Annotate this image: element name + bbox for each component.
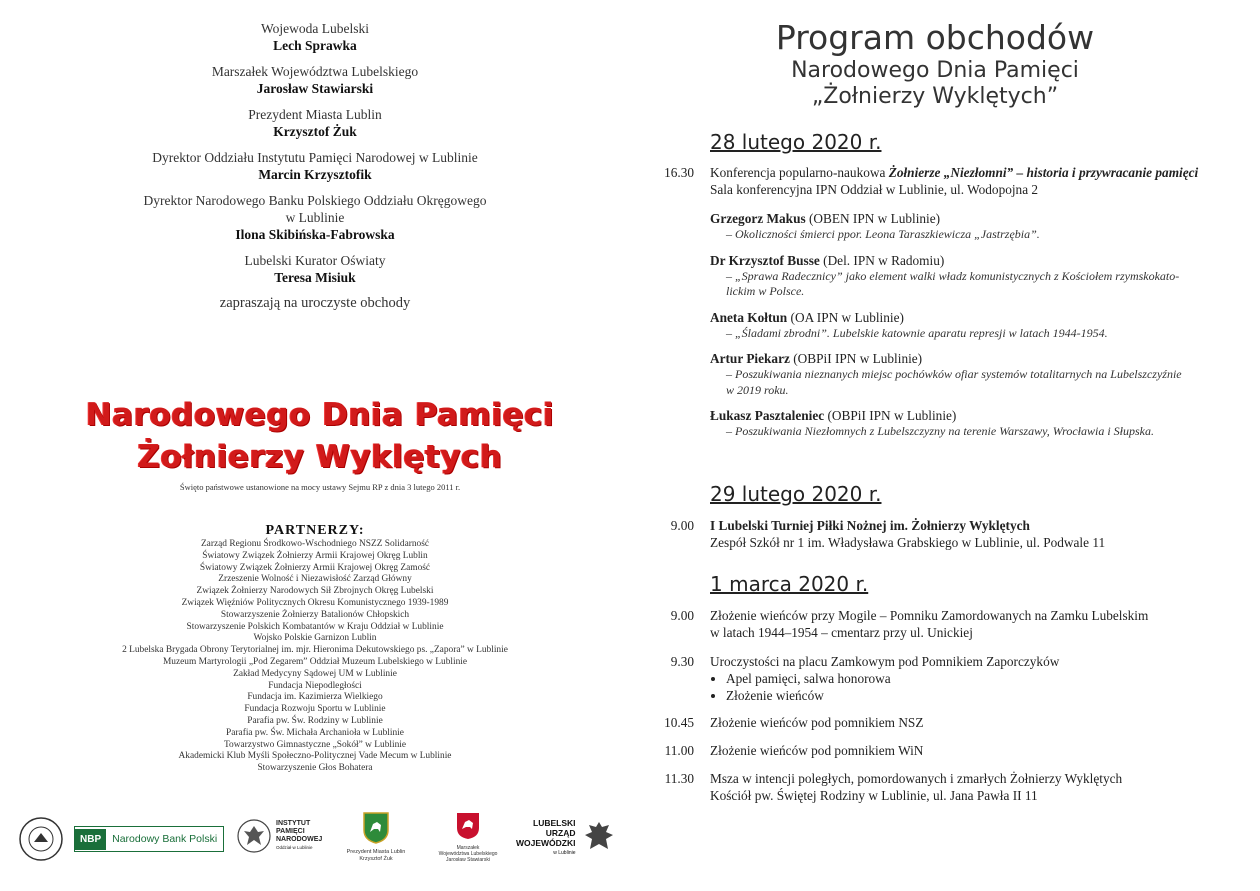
partner-item: Akademicki Klub Myśli Społeczno-Politycznej Vade Mecum w Lublinie [178, 751, 452, 762]
partner-item: 2 Lubelska Brygada Obrony Terytorialnej im. mjr. Hieronima Dekutowskiego ps. „Zapora” w Lublinie [122, 645, 508, 656]
marszalek-line: Marszałek [456, 845, 480, 851]
speaker-org: (OBPiI IPN w Lublinie) [824, 408, 957, 423]
event-body [710, 770, 1250, 804]
host-name: Jarosław Stawiarski [256, 81, 374, 96]
marszalek-line: Jarosław Stawiarski [446, 857, 490, 863]
event-title-line-1: Narodowego Dnia Pamięci [85, 397, 555, 433]
event-item [640, 714, 1250, 731]
host-3 [90, 106, 540, 140]
partner-item: Zakład Medycyny Sądowej UM w Lublinie [233, 668, 397, 679]
event-time: 16.30 [664, 165, 694, 180]
host-role: Marszałek Województwa Lubelskiego [211, 64, 419, 79]
event-body [710, 607, 1250, 641]
partner-item: Światowy Związek Żołnierzy Armii Krajowej Okręg Zamość [199, 562, 431, 573]
speaker-item [710, 407, 1250, 440]
speaker-name: Grzegorz Makus [710, 211, 806, 226]
event-body [710, 742, 1250, 759]
date-heading-3: 1 marca 2020 r. [710, 572, 869, 596]
event-title: I Lubelski Turniej Piłki Nożnej im. Żołnierzy Wyklętych [710, 518, 1030, 533]
host-5 [90, 192, 540, 243]
ipn-text [276, 820, 322, 852]
urzad-sub: w Lublinie [553, 850, 576, 856]
ipn-line: NARODOWEJ [276, 836, 323, 843]
host-2 [90, 63, 540, 97]
partner-item: Stowarzyszenie Polskich Kombatantów w Kraju Oddział w Lublinie [186, 621, 444, 632]
nbp-logo [74, 826, 224, 852]
speaker-name: Dr Krzysztof Busse [710, 252, 820, 268]
host-1 [90, 20, 540, 54]
host-role: Dyrektor Oddziału Instytutu Pamięci Narodowej w Lublinie [152, 150, 478, 165]
event-prefix: Konferencja popularno-naukowa [710, 165, 889, 180]
event-body [710, 714, 1250, 731]
speaker-org: (OA IPN w Lublinie) [787, 309, 904, 325]
speaker-item [710, 350, 1250, 398]
speaker-line [710, 210, 1250, 227]
event-body [710, 517, 1250, 551]
event-time: 11.00 [664, 743, 694, 758]
host-6 [90, 252, 540, 286]
bullet-item: • Złożenie wieńców [726, 687, 1250, 704]
host-name: Marcin Krzysztofik [258, 167, 372, 182]
event-body [710, 164, 1250, 198]
event-line: Złożenie wieńców pod pomnikiem NSZ [710, 715, 924, 730]
talk-title: – Okoliczności śmierci ppor. Leona Taraszkiewicza „Jastrzębia”. [726, 227, 1040, 241]
lublin-crest-icon [363, 812, 389, 844]
prezydent-logo [336, 812, 416, 863]
urzad-line: URZĄD [545, 828, 576, 838]
event-line: Złożenie wieńców pod pomnikiem WiN [710, 743, 924, 758]
nbp-name: Narodowy Bank Polski [112, 833, 218, 845]
event-line: Msza w intencji poległych, pomordowanych i zmarłych Żołnierzy Wyklętych [710, 771, 1123, 786]
speaker-item [710, 309, 1250, 342]
marszalek-caption [426, 845, 510, 863]
partners-section [20, 503, 610, 775]
partner-item: Parafia pw. Św. Michała Archanioła w Lublinie [226, 727, 404, 738]
event-line [710, 164, 1250, 181]
polish-eagle-icon [582, 819, 616, 857]
kuratorium-logo [18, 816, 64, 862]
lubelskie-crest-icon [456, 812, 480, 840]
event-item [640, 607, 1250, 641]
program-title [640, 18, 1230, 110]
partner-item: Wojsko Polskie Garnizon Lublin [253, 633, 377, 644]
marszalek-line: Województwa Lubelskiego [438, 851, 498, 857]
speaker-line [710, 309, 1250, 326]
event-time: 10.45 [664, 715, 694, 730]
program-page [640, 0, 1260, 891]
speaker-org: (Del. IPN w Radomiu) [819, 252, 945, 268]
conference-title: Żołnierze „Niezłomni” – historia i przywracanie pamięci [888, 165, 1199, 180]
ipn-logo [236, 818, 322, 854]
prezydent-caption [336, 849, 416, 863]
host-name: Krzysztof Żuk [273, 124, 357, 139]
kuratorium-seal-icon [18, 816, 64, 862]
inviting-text: zapraszają na uroczyste obchody [219, 295, 411, 311]
holiday-note: Święto państwowe ustanowione na mocy ustawy Sejmu RP z dnia 3 lutego 2011 r. [179, 482, 461, 492]
host-role: Prezydent Miasta Lublin [248, 107, 382, 122]
speakers-list [710, 210, 1250, 440]
speaker-line [710, 252, 1250, 269]
event-body [710, 653, 1250, 704]
event-bullets [710, 670, 1250, 704]
partner-item: Związek Więźniów Politycznych Okresu Komunistycznego 1939-1989 [181, 597, 449, 608]
host-4 [90, 149, 540, 183]
host-name: Lech Sprawka [273, 38, 357, 53]
speaker-name: Artur Piekarz [710, 351, 790, 366]
partners-heading: PARTNERZY: [265, 523, 365, 538]
marszalek-logo [426, 812, 510, 863]
event-line: Złożenie wieńców przy Mogile – Pomniku Zamordowanych na Zamku Lubelskim [710, 608, 1149, 623]
talk-title: – „Śladami zbrodni”. Lubelskie katownie aparatu represji w latach 1944-1954. [726, 325, 1108, 340]
ipn-sub: Oddział w Lublinie [276, 845, 313, 850]
speaker-item [710, 210, 1250, 243]
host-role: Lubelski Kurator Oświaty [244, 253, 386, 268]
talk-title-cont: lickim w Polsce. [726, 284, 805, 298]
talk-title: – „Sprawa Radecznicy” jako element walki władz komunistycznych z Kościołem rzymskokato- [726, 268, 1180, 283]
partner-item: Światowy Związek Żołnierzy Armii Krajowej Okręg Lublin [202, 550, 428, 561]
partner-item: Fundacja Niepodległości [268, 680, 362, 691]
partner-item: Związek Żołnierzy Narodowych Sił Zbrojnych Okręg Lubelski [196, 586, 434, 597]
event-line: Kościół pw. Świętej Rodziny w Lublinie, ul. Jana Pawła II 11 [710, 788, 1038, 803]
urzad-logo [516, 818, 616, 858]
urzad-line: WOJEWÓDZKI [516, 838, 576, 848]
prezydent-line: Krzysztof Żuk [359, 856, 393, 862]
ipn-line: INSTYTUT [276, 820, 311, 827]
date-heading-2: 29 lutego 2020 r. [710, 482, 882, 506]
event-line: w latach 1944–1954 – cmentarz przy ul. Unickiej [710, 625, 973, 640]
event-item [640, 653, 1250, 704]
speaker-org: (OBPiI IPN w Lublinie) [789, 351, 923, 366]
speaker-line [710, 407, 1250, 424]
partner-item: Fundacja im. Kazimierza Wielkiego [247, 692, 383, 703]
event-time: 9.00 [670, 518, 694, 533]
partner-item: Stowarzyszenie Głos Bohatera [257, 763, 373, 774]
speaker-org: (OBEN IPN w Lublinie) [805, 211, 941, 226]
partner-item: Zrzeszenie Wolność i Niezawisłość Zarząd Główny [218, 574, 412, 585]
event-item [640, 742, 1250, 759]
event-location: Zespół Szkół nr 1 im. Władysława Grabskiego w Lublinie, ul. Podwale 11 [710, 535, 1106, 550]
event-conference [640, 164, 1250, 198]
talk-title-cont: w 2019 roku. [726, 382, 789, 397]
event-time: 11.30 [664, 771, 694, 786]
speaker-name: Aneta Kołtun [710, 309, 788, 325]
sponsor-logos [18, 812, 618, 882]
program-title-line-1: Program obchodów [775, 18, 1095, 57]
event-line: Uroczystości na placu Zamkowym pod Pomnikiem Zaporczyków [710, 654, 1060, 669]
bullet-item: • Apel pamięci, salwa honorowa [726, 670, 1250, 687]
partner-item: Parafia pw. Św. Rodziny w Lublinie [247, 715, 383, 726]
talk-title: – Poszukiwania nieznanych miejsc pochówków ofiar systemów totalitarnych na Lubelszczyźnie [726, 367, 1182, 381]
host-name: Ilona Skibińska-Fabrowska [235, 227, 395, 242]
program-title-line-2: Narodowego Dnia Pamięci [791, 58, 1079, 83]
event-football [640, 517, 1250, 551]
partner-item: Muzeum Martyrologii „Pod Zegarem” Oddział Muzeum Lubelskiego w Lublinie [162, 656, 468, 667]
urzad-text [516, 818, 576, 858]
nbp-abbr: NBP [75, 829, 106, 850]
program-title-line-3: „Żołnierzy Wyklętych” [811, 84, 1059, 109]
invitation-hosts [90, 20, 540, 312]
partners-list [20, 539, 610, 775]
date-heading-1: 28 lutego 2020 r. [710, 130, 882, 154]
host-role-cont: w Lublinie [285, 210, 345, 225]
partner-item: Fundacja Rozwoju Sportu w Lublinie [244, 704, 386, 715]
ipn-eagle-icon [236, 818, 272, 854]
prezydent-line: Prezydent Miasta Lublin [346, 849, 406, 855]
host-name: Teresa Misiuk [274, 270, 356, 285]
event-location: Sala konferencyjna IPN Oddział w Lublinie, ul. Wodopojna 2 [710, 182, 1039, 197]
host-role: Wojewoda Lubelski [260, 21, 369, 36]
partner-item: Zarząd Regionu Środkowo-Wschodniego NSZZ Solidarność [200, 539, 430, 549]
event-time: 9.30 [670, 654, 694, 669]
partner-item: Towarzystwo Gimnastyczne „Sokół” w Lublinie [223, 739, 407, 750]
event-item [640, 770, 1250, 804]
event-time: 9.00 [670, 608, 694, 623]
speaker-item [710, 252, 1250, 300]
host-role: Dyrektor Narodowego Banku Polskiego Oddziału Okręgowego [143, 193, 487, 208]
urzad-line: LUBELSKI [533, 818, 576, 828]
event-title-block [40, 394, 600, 492]
talk-title: – Poszukiwania Niezłomnych z Lubelszczyzny na terenie Warszawy, Wrocławia i Słupska. [726, 424, 1154, 438]
ipn-line: PAMIĘCI [276, 828, 305, 835]
speaker-name: Łukasz Pasztaleniec [710, 408, 825, 423]
speaker-line [710, 350, 1250, 367]
partner-item: Stowarzyszenie Żołnierzy Batalionów Chłopskich [220, 609, 410, 620]
event-title-line-2: Żołnierzy Wyklętych [137, 439, 503, 475]
